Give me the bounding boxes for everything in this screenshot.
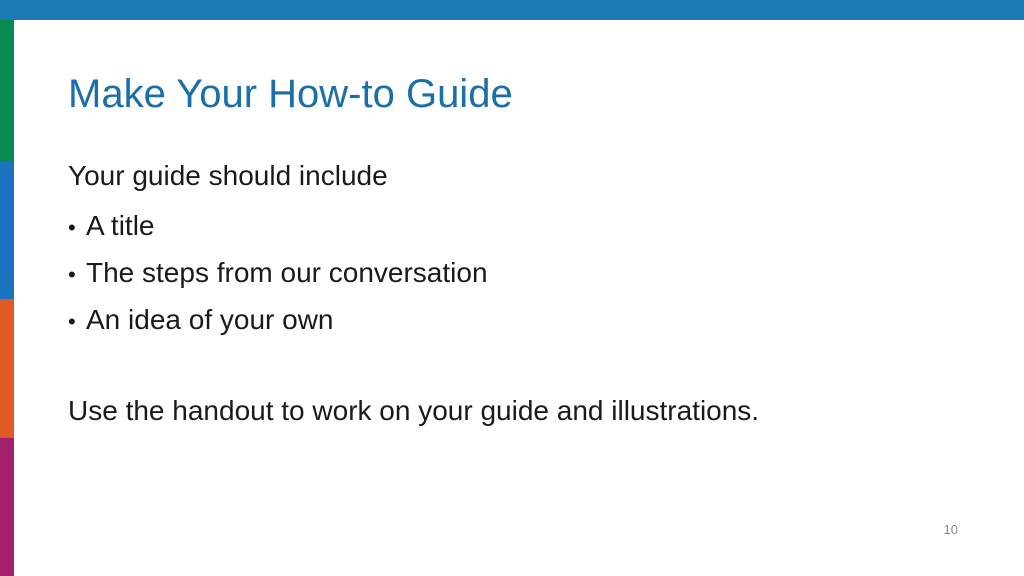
- bullet-item: [68, 202, 968, 249]
- slide-title: Make Your How-to Guide: [68, 72, 513, 116]
- bullet-item: [68, 249, 968, 296]
- bullet-icon: •: [68, 262, 76, 287]
- side-stripe-orange: [0, 299, 14, 438]
- bullet-text: A title: [86, 210, 155, 241]
- side-stripe-green: [0, 20, 14, 161]
- bullet-text: The steps from our conversation: [86, 257, 488, 288]
- intro-text: Your guide should include: [68, 160, 388, 191]
- bullet-icon: •: [68, 309, 76, 334]
- closing-text: Use the handout to work on your guide and illustrations.: [68, 395, 760, 426]
- bullet-list: [68, 202, 968, 343]
- bullet-item: [68, 296, 968, 343]
- side-stripe-magenta: [0, 438, 14, 576]
- page-number: 10: [943, 522, 958, 537]
- bullet-icon: •: [68, 215, 76, 240]
- side-stripe-blue: [0, 161, 14, 299]
- slide-body: [68, 154, 968, 433]
- bullet-text: An idea of your own: [86, 304, 334, 335]
- top-accent-bar: [0, 0, 1024, 20]
